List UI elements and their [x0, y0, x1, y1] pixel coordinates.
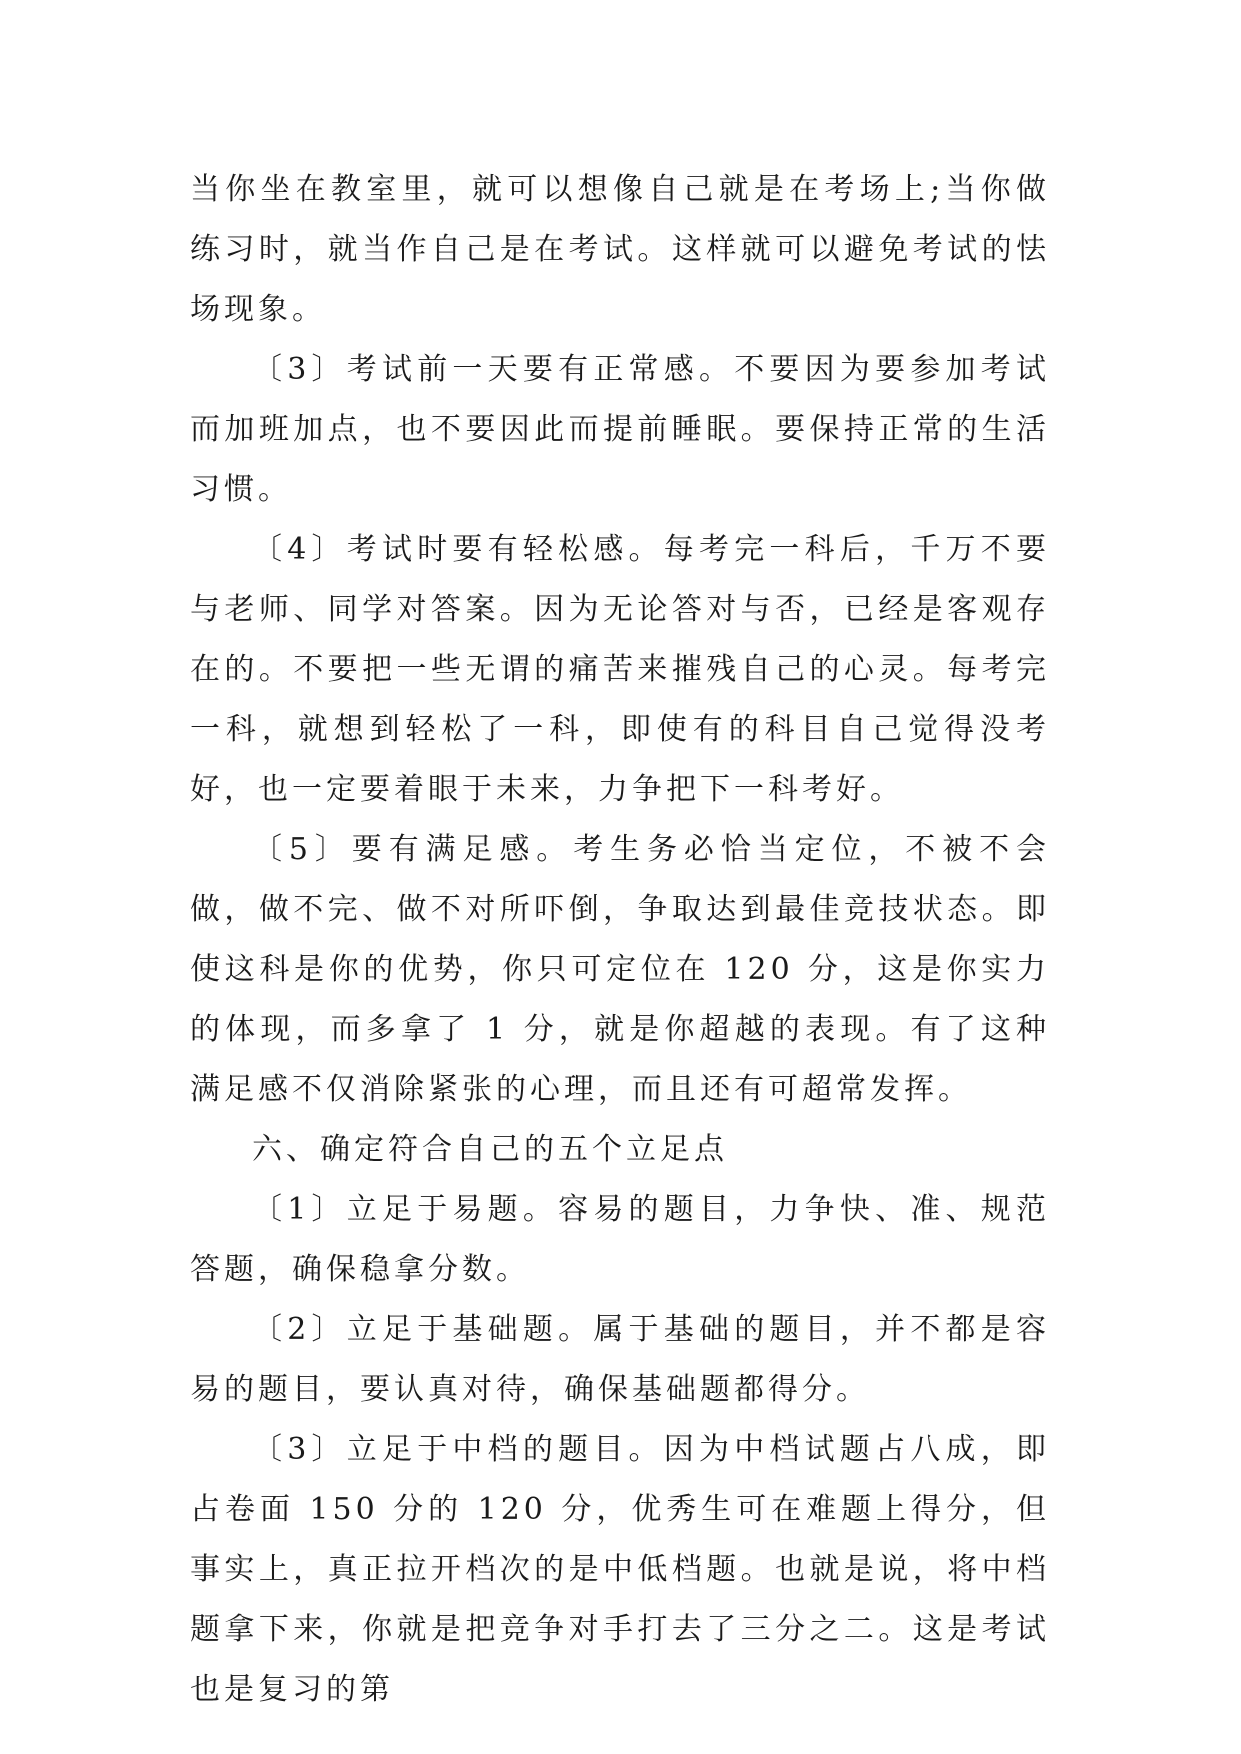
paragraph-2: 〔3〕考试前一天要有正常感。不要因为要参加考试而加班加点，也不要因此而提前睡眠。要保持正常的生活习惯。	[190, 352, 1050, 507]
paragraph-4: 〔5〕要有满足感。考生务必恰当定位，不被不会做，做不完、做不对所吓倒，争取达到最佳竞技状态。即使这科是你的优势，你只可定位在 120 分，这是你实力的体现，而多拿了 1 分，就是你超越的表现。有了这种满足感不仅消除紧张的心理，而且还有可超常发挥。	[190, 832, 1050, 1107]
paragraph-7: 〔3〕立足于中档的题目。因为中档试题占八成，即占卷面 150 分的 120 分，优秀生可在难题上得分，但事实上，真正拉开档次的是中低档题。也就是说，将中档题拿下来，你就是把竞争对手打去了三分之二。这是考试也是复习的第	[190, 1432, 1050, 1707]
document-body	[190, 160, 1050, 1720]
paragraph-1: 当你坐在教室里，就可以想像自己就是在考场上;当你做练习时，就当作自己是在考试。这样就可以避免考试的怯场现象。	[190, 172, 1050, 327]
section-heading: 六、确定符合自己的五个立足点	[252, 1132, 728, 1167]
paragraph-6: 〔2〕立足于基础题。属于基础的题目，并不都是容易的题目，要认真对待，确保基础题都得分。	[190, 1312, 1050, 1407]
paragraph-5: 〔1〕立足于易题。容易的题目，力争快、准、规范答题，确保稳拿分数。	[190, 1192, 1050, 1287]
paragraph-3: 〔4〕考试时要有轻松感。每考完一科后，千万不要与老师、同学对答案。因为无论答对与否，已经是客观存在的。不要把一些无谓的痛苦来摧残自己的心灵。每考完一科，就想到轻松了一科，即使有的科目自己觉得没考好，也一定要着眼于未来，力争把下一科考好。	[190, 532, 1050, 807]
